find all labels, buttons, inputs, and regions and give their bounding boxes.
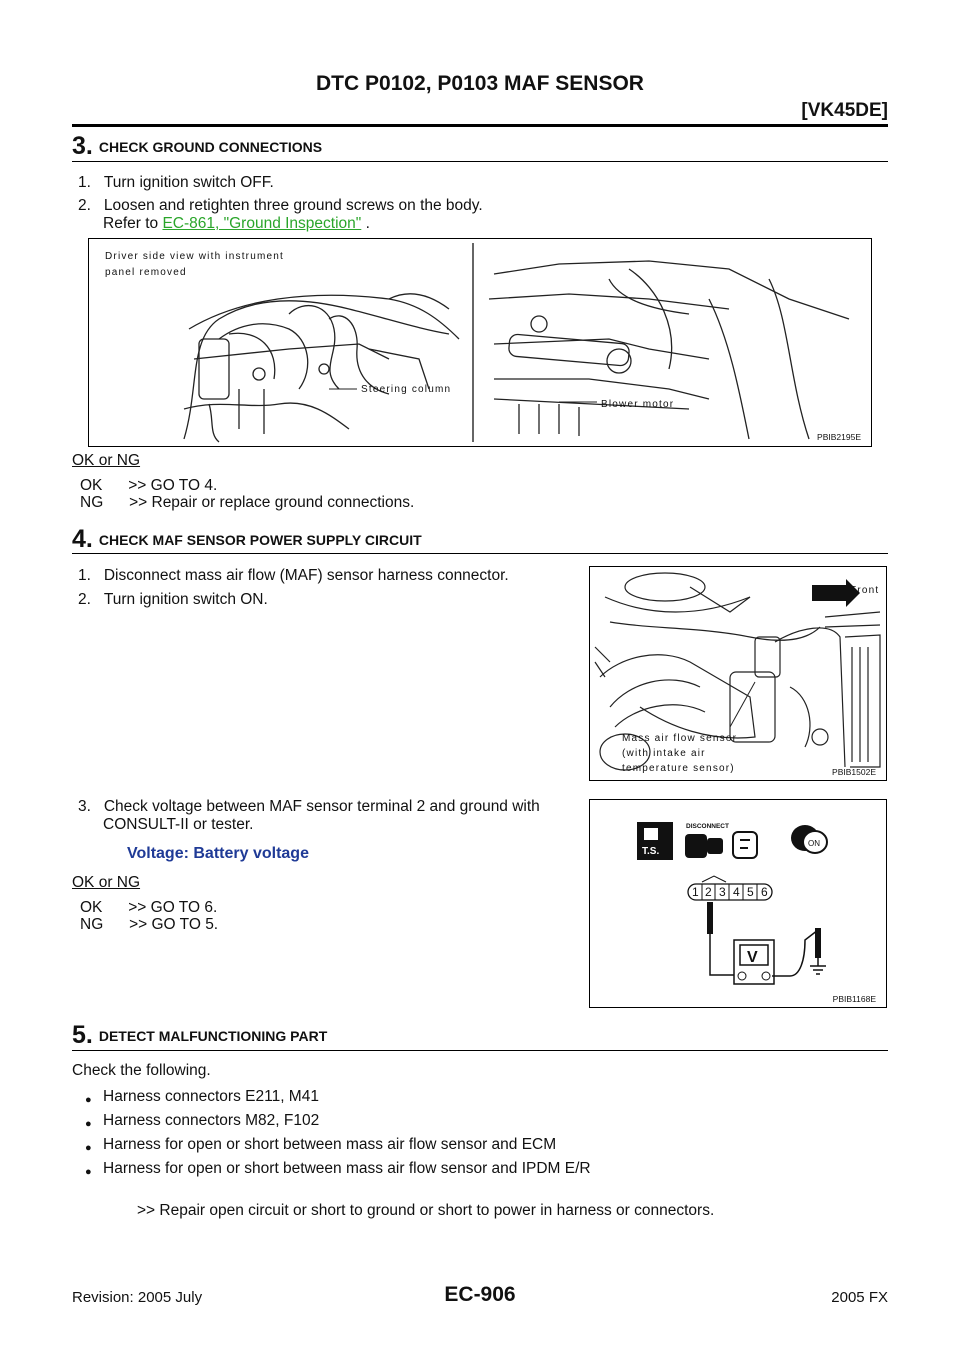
svg-text:temperature sensor): temperature sensor) bbox=[622, 763, 735, 774]
step-5-bullet: ● Harness connectors M82, F102 bbox=[103, 1111, 319, 1131]
svg-text:3: 3 bbox=[719, 885, 726, 899]
header-rule bbox=[72, 124, 888, 127]
svg-text:T.S.: T.S. bbox=[642, 846, 660, 857]
step-5-intro: Check the following. bbox=[72, 1062, 211, 1079]
figure-code: PBIB2195E bbox=[817, 432, 861, 442]
step-3-item-1: 1. Turn ignition switch OFF. bbox=[78, 174, 274, 191]
voltage-spec: Voltage: Battery voltage bbox=[127, 845, 309, 862]
step-4-heading: 4. CHECK MAF SENSOR POWER SUPPLY CIRCUIT bbox=[72, 525, 422, 553]
step-4-rule bbox=[72, 553, 888, 554]
ground-inspection-link[interactable]: EC-861, "Ground Inspection" bbox=[162, 215, 362, 232]
svg-text:4: 4 bbox=[733, 885, 740, 899]
svg-text:2: 2 bbox=[705, 885, 712, 899]
step-4-ok: OK >> GO TO 6. bbox=[80, 899, 218, 916]
ground-illustration bbox=[89, 239, 871, 446]
svg-text:Blower motor: Blower motor bbox=[601, 399, 675, 410]
step-5-rule bbox=[72, 1050, 888, 1051]
maf-location-figure bbox=[589, 566, 887, 781]
step-4-item-2: 2. Turn ignition switch ON. bbox=[78, 591, 268, 608]
engine-code: [VK45DE] bbox=[801, 100, 888, 121]
step-4-ok-ng: OK or NG bbox=[72, 874, 141, 891]
step-4-item-3-line-1: 3. Check voltage between MAF sensor terminal 2 and ground with bbox=[78, 798, 540, 815]
figure-code: PBIB1168E bbox=[832, 994, 876, 1004]
page-title: DTC P0102, P0103 MAF SENSOR bbox=[316, 72, 644, 95]
step-4-item-3-line-2: CONSULT-II or tester. bbox=[103, 816, 254, 833]
step-3-item-2: 2. Loosen and retighten three ground screws on the body. bbox=[78, 197, 483, 214]
step-5-action: >> Repair open circuit or short to ground or short to power in harness or connectors. bbox=[137, 1202, 715, 1219]
step-5-heading: 5. DETECT MALFUNCTIONING PART bbox=[72, 1021, 328, 1049]
voltage-circuit-illustration bbox=[590, 800, 886, 1007]
figure-code: PBIB1502E bbox=[832, 767, 876, 777]
step-3-heading: 3. CHECK GROUND CONNECTIONS bbox=[72, 132, 323, 160]
svg-text:Mass air flow sensor: Mass air flow sensor bbox=[622, 733, 738, 744]
step-3-ok: OK >> GO TO 4. bbox=[80, 477, 218, 494]
step-3-rule bbox=[72, 161, 888, 162]
step-4-ng: NG >> GO TO 5. bbox=[80, 916, 219, 933]
svg-text:(with intake air: (with intake air bbox=[622, 748, 706, 759]
footer-revision: Revision: 2005 July bbox=[72, 1289, 203, 1306]
svg-text:6: 6 bbox=[761, 885, 768, 899]
svg-text:Front: Front bbox=[850, 585, 880, 596]
voltage-check-figure bbox=[589, 799, 887, 1008]
svg-text:1: 1 bbox=[692, 885, 699, 899]
step-3-ng: NG >> Repair or replace ground connections. bbox=[80, 494, 415, 511]
maf-illustration bbox=[590, 567, 886, 780]
step-3-ok-ng: OK or NG bbox=[72, 452, 141, 469]
svg-text:Driver side view with instrume: Driver side view with instrument bbox=[105, 251, 284, 262]
svg-text:panel removed: panel removed bbox=[105, 267, 187, 278]
svg-text:ON: ON bbox=[808, 839, 820, 848]
svg-text:DISCONNECT: DISCONNECT bbox=[686, 823, 729, 830]
step-5-bullet: ● Harness for open or short between mass air flow sensor and ECM bbox=[103, 1135, 556, 1155]
step-3-refer: Refer to EC-861, "Ground Inspection" . bbox=[103, 215, 370, 232]
step-4-item-1: 1. Disconnect mass air flow (MAF) sensor harness connector. bbox=[78, 567, 509, 584]
footer-model: 2005 FX bbox=[831, 1289, 888, 1306]
ground-figure bbox=[88, 238, 872, 447]
step-5-bullet: ● Harness connectors E211, M41 bbox=[103, 1087, 319, 1107]
svg-text:V: V bbox=[747, 949, 758, 966]
svg-text:5: 5 bbox=[747, 885, 754, 899]
page-number: EC-906 bbox=[444, 1283, 516, 1306]
svg-text:Steering column: Steering column bbox=[361, 384, 452, 395]
step-5-bullet: ● Harness for open or short between mass air flow sensor and IPDM E/R bbox=[103, 1159, 591, 1179]
